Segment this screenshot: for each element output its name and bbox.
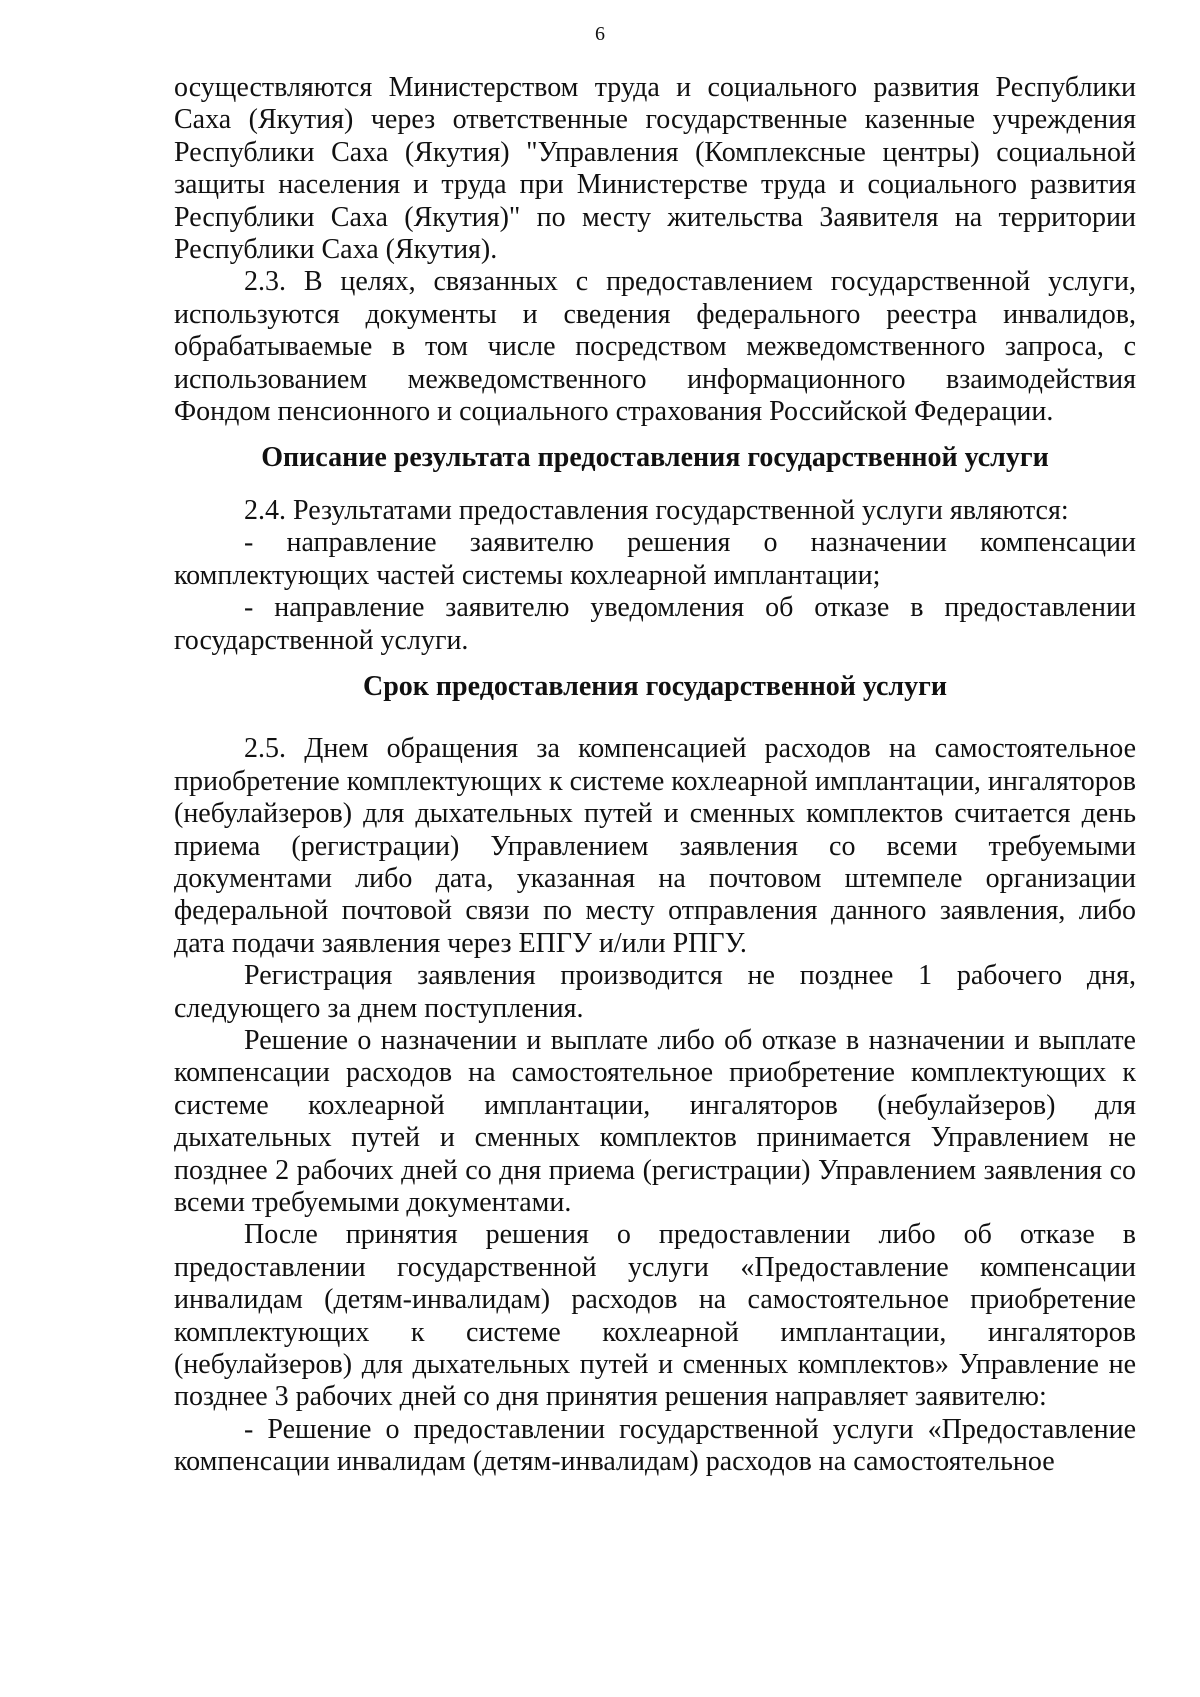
- paragraph-2-3: 2.3. В целях, связанных с предоставлением государственной услуги, используются документы и сведения федерального реестра инвалидов, обрабатываемые в том числе посредством межведомственного запроса, с использованием межведомственного информационного взаимодействия Фондом пенсионного и социального страхования Российской Федерации.: [174, 266, 1136, 428]
- list-item-decision-document: - Решение о предоставлении государственной услуги «Предоставление компенсации инвалидам (детям-инвалидам) расходов на самостоятельное: [174, 1413, 1136, 1478]
- section-heading-term: Срок предоставления государственной услуги: [363, 670, 947, 702]
- paragraph-2-4: 2.4. Результатами предоставления государственной услуги являются:: [244, 494, 1069, 526]
- paragraph-after-decision: После принятия решения о предоставлении либо об отказе в предоставлении государственной услуги «Предоставление компенсации инвалидам (детям-инвалидам) расходов на самостоятельное приобретение комплектующих к системе кохлеарной имплантации, ингаляторов (небулайзеров) для дыхательных путей и сменных комплектов» Управление не позднее 3 рабочих дней со дня принятия решения направляет заявителю:: [174, 1219, 1136, 1413]
- paragraph-continuation: осуществляются Министерством труда и социального развития Республики Саха (Якутия) через ответственные государственные казенные учреждения Республики Саха (Якутия) "Управления (Комплексные центры) социальной защиты населения и труда при Министерстве труда и социального развития Республики Саха (Якутия)" по месту жительства Заявителя на территории Республики Саха (Якутия).: [174, 72, 1136, 266]
- paragraph-decision-term: Решение о назначении и выплате либо об отказе в назначении и выплате компенсации расходов на самостоятельное приобретение комплектующих к системе кохлеарной имплантации, ингаляторов (небулайзеров) для дыхательных путей и сменных комплектов принимается Управлением не позднее 2 рабочих дней со дня приема (регистрации) Управлением заявления со всеми требуемыми документами.: [174, 1024, 1136, 1218]
- paragraph-registration: Регистрация заявления производится не позднее 1 рабочего дня, следующего за днем поступления.: [174, 960, 1136, 1024]
- section-heading-result: Описание результата предоставления государственной услуги: [261, 442, 1049, 474]
- paragraph-2-5: 2.5. Днем обращения за компенсацией расходов на самостоятельное приобретение комплектующих к системе кохлеарной имплантации, ингаляторов (небулайзеров) для дыхательных путей и сменных комплектов считается день приема (регистрации) Управлением заявления со всеми требуемыми документами либо дата, указанная на почтовом штемпеле организации федеральной почтовой связи по месту отправления данного заявления, либо дата подачи заявления через ЕПГУ и/или РПГУ.: [174, 733, 1136, 959]
- page-number: 6: [595, 23, 605, 45]
- list-item-decision: - направление заявителю решения о назначении компенсации комплектующих частей системы кохлеарной имплантации;: [174, 527, 1136, 591]
- list-item-refusal: - направление заявителю уведомления об отказе в предоставлении государственной услуги.: [174, 592, 1136, 656]
- document-body: [174, 72, 1136, 1479]
